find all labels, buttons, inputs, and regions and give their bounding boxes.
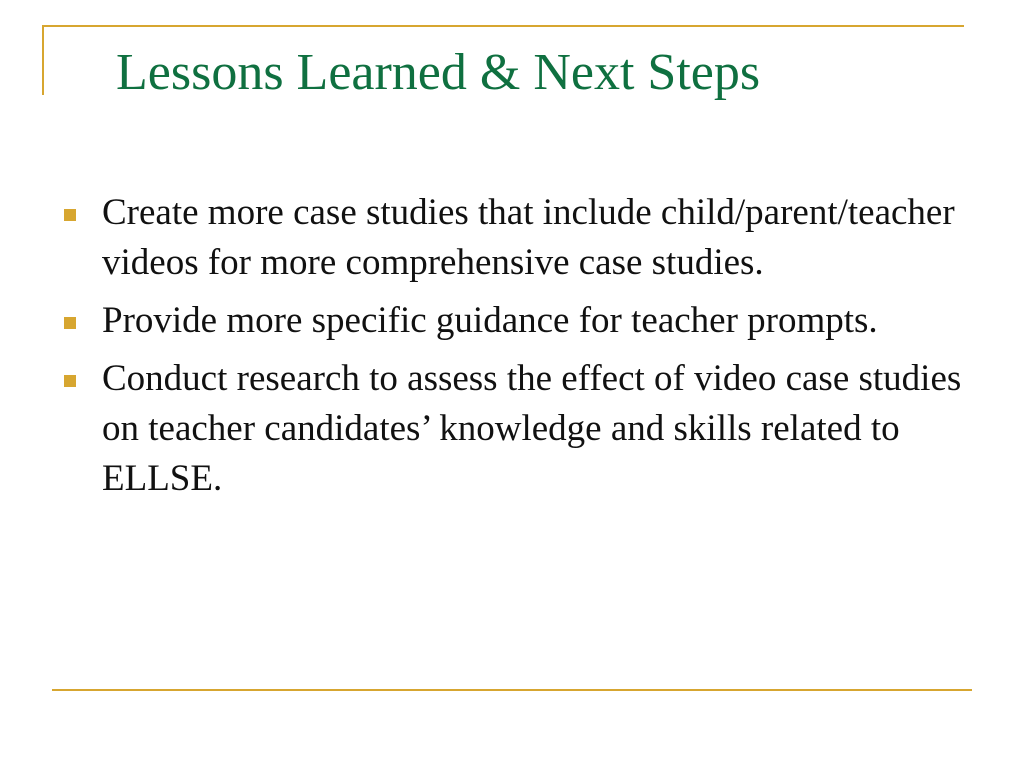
square-bullet-icon [64,317,76,329]
bullet-text: Create more case studies that include child/parent/teacher videos for more comprehensive case studies. [102,192,955,283]
square-bullet-icon [64,209,76,221]
slide-title: Lessons Learned & Next Steps [116,44,761,101]
bullet-item [64,354,964,504]
bullet-text: Provide more specific guidance for teacher prompts. [102,300,878,341]
square-bullet-icon [64,375,76,387]
frame-top-line [42,25,964,27]
frame-bottom-line [52,689,972,691]
bullet-list [64,188,964,512]
bullet-item [64,296,964,346]
bullet-text: Conduct research to assess the effect of video case studies on teacher candidates’ knowledge and skills related to ELLSE. [102,358,962,499]
frame-left-line [42,25,44,95]
bullet-item [64,188,964,288]
